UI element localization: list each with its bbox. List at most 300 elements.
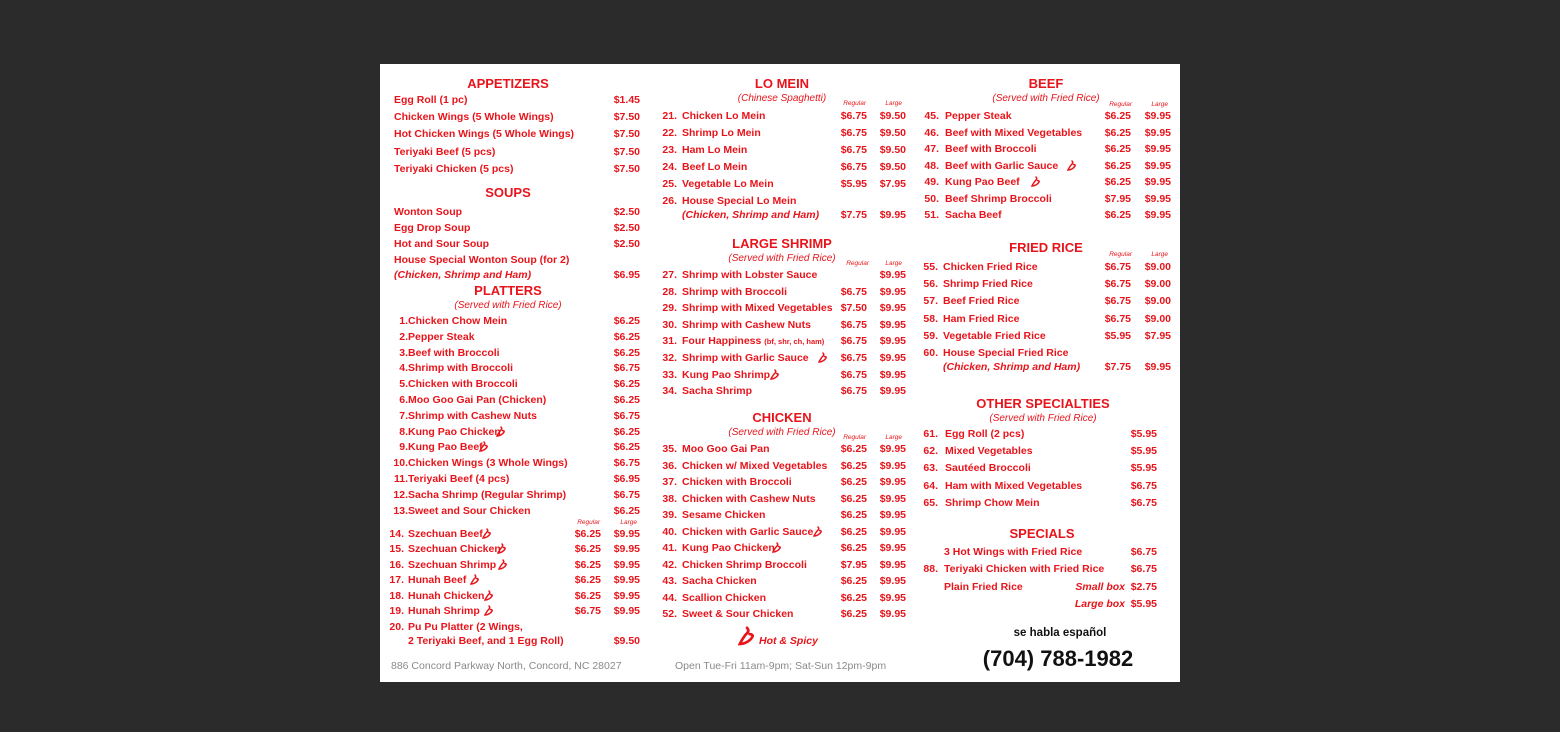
item-number: 13. bbox=[393, 504, 408, 517]
item-price-large: $9.95 bbox=[879, 608, 906, 620]
size-label-regular: Regular bbox=[1109, 101, 1132, 108]
item-price-regular: $6.25 bbox=[840, 591, 867, 604]
item-number: 30. bbox=[662, 318, 677, 331]
appetizer-name: Egg Roll (1 pc) bbox=[394, 94, 468, 106]
item-price-large: $7.95 bbox=[1144, 329, 1171, 342]
chili-pepper-icon bbox=[813, 526, 822, 537]
item-price-large: $9.95 bbox=[1144, 126, 1171, 139]
item-number: 3. bbox=[399, 346, 408, 359]
item-number: 2. bbox=[399, 330, 408, 343]
item-name: Egg Roll (2 pcs) bbox=[945, 428, 1025, 440]
section-title-other-specialties: OTHER SPECIALTIES bbox=[976, 396, 1110, 411]
item-number: 59. bbox=[923, 329, 938, 342]
item-name: Scallion Chicken bbox=[682, 591, 767, 604]
item-price: $6.25 bbox=[613, 315, 640, 327]
soup-note: (Chicken, Shrimp and Ham) bbox=[394, 269, 532, 281]
item-number: 19. bbox=[389, 605, 404, 617]
item-number: 45. bbox=[924, 110, 939, 122]
item-price: $5.95 bbox=[1130, 462, 1157, 475]
item-name: Mixed Vegetables bbox=[945, 445, 1033, 458]
item-price-regular: $6.25 bbox=[574, 528, 601, 540]
item-number: 11. bbox=[393, 473, 408, 485]
item-number: 35. bbox=[662, 443, 677, 455]
item-price-large: $9.95 bbox=[1144, 361, 1171, 373]
size-label-regular: Regular bbox=[577, 519, 600, 526]
item-price-regular: $6.25 bbox=[840, 476, 867, 488]
item-name: Szechuan Beef bbox=[408, 528, 483, 540]
item-price-regular: $6.25 bbox=[1104, 209, 1131, 221]
item-number: 6. bbox=[399, 394, 408, 406]
item-name: Shrimp Lo Mein bbox=[682, 127, 761, 139]
item-name: Beef Lo Mein bbox=[682, 161, 748, 173]
item-price: $6.75 bbox=[1130, 563, 1157, 576]
item-number: 31. bbox=[662, 335, 677, 348]
item-name: Pu Pu Platter (2 Wings, bbox=[408, 621, 523, 633]
size-label-large: Large bbox=[1151, 251, 1168, 258]
item-price-large: $9.95 bbox=[613, 574, 640, 587]
item-price-regular: $6.25 bbox=[1104, 126, 1131, 139]
item-name: Sacha Beef bbox=[945, 209, 1002, 221]
item-number: 17. bbox=[389, 574, 404, 587]
item-price: $6.75 bbox=[613, 409, 640, 422]
item-price-large: $9.95 bbox=[879, 558, 906, 571]
item-price-large: $9.50 bbox=[879, 144, 906, 156]
chili-pepper-icon bbox=[1067, 160, 1076, 171]
soup-name: Hot and Sour Soup bbox=[394, 238, 490, 250]
item-price: $6.25 bbox=[613, 504, 640, 517]
item-number: 60. bbox=[923, 347, 938, 359]
item-note: (bf, shr, ch, ham) bbox=[764, 337, 825, 347]
item-name: 3 Hot Wings with Fried Rice bbox=[944, 546, 1083, 558]
item-name: Chicken Shrimp Broccoli bbox=[682, 558, 807, 571]
item-name: Shrimp with Lobster Sauce bbox=[682, 269, 818, 281]
item-price-large: $9.95 bbox=[1144, 143, 1171, 155]
item-price-large: $9.95 bbox=[1144, 159, 1171, 172]
item-number: 20. bbox=[389, 621, 404, 633]
item-price: $6.75 bbox=[1130, 546, 1157, 558]
item-price: $6.25 bbox=[613, 346, 640, 359]
item-price: $6.25 bbox=[613, 425, 640, 438]
item-name: Shrimp with Mixed Vegetables bbox=[682, 302, 833, 315]
item-price-large: $9.95 bbox=[879, 509, 906, 521]
soup-name: Egg Drop Soup bbox=[394, 222, 471, 234]
item-number: 51. bbox=[924, 209, 939, 221]
item-name: Sweet and Sour Chicken bbox=[408, 504, 531, 517]
item-price-regular: $6.25 bbox=[840, 542, 867, 554]
item-price-large: $9.95 bbox=[879, 492, 906, 505]
item-price: $5.95 bbox=[1130, 445, 1157, 458]
item-number: 15. bbox=[389, 543, 404, 556]
item-name: Beef Fried Rice bbox=[943, 295, 1020, 308]
item-number: 49. bbox=[924, 176, 939, 188]
appetizer-price: $7.50 bbox=[613, 162, 640, 175]
spanish-note: se habla español bbox=[1013, 627, 1107, 639]
item-price-regular: $6.75 bbox=[840, 144, 867, 156]
item-price-regular: $6.75 bbox=[574, 605, 601, 617]
item-price-regular: $7.95 bbox=[840, 558, 867, 571]
item-number: 64. bbox=[923, 479, 938, 492]
item-name: Plain Fried Rice bbox=[944, 581, 1023, 593]
item-name: Kung Pao Chicken bbox=[408, 425, 501, 438]
item-price-large: $7.95 bbox=[879, 178, 906, 190]
item-price-regular: $6.25 bbox=[1104, 110, 1131, 122]
item-price-large: $9.95 bbox=[879, 542, 906, 554]
item-name: Ham Fried Rice bbox=[943, 312, 1020, 325]
appetizer-name: Hot Chicken Wings (5 Whole Wings) bbox=[394, 128, 575, 141]
item-name: Beef with Mixed Vegetables bbox=[945, 126, 1083, 139]
item-number: 21. bbox=[662, 110, 677, 122]
item-number: 44. bbox=[662, 591, 677, 604]
item-name: Beef with Garlic Sauce bbox=[945, 159, 1059, 172]
item-price-large: $9.95 bbox=[879, 368, 906, 381]
section-subtitle: (Served with Fried Rice) bbox=[992, 93, 1100, 104]
appetizer-price: $7.50 bbox=[613, 128, 640, 141]
item-number: 27. bbox=[662, 269, 677, 281]
item-name: Teriyaki Chicken with Fried Rice bbox=[944, 563, 1105, 576]
item-name: Shrimp with Garlic Sauce bbox=[682, 352, 809, 364]
item-price: $6.95 bbox=[613, 473, 640, 485]
item-price-regular: $5.95 bbox=[1104, 329, 1131, 342]
item-number: 9. bbox=[399, 441, 408, 454]
chili-pepper-icon bbox=[498, 559, 507, 570]
chili-pepper-icon bbox=[497, 543, 506, 554]
item-price: $6.75 bbox=[613, 457, 640, 470]
footer-address: 886 Concord Parkway North, Concord, NC 28027 bbox=[391, 660, 622, 672]
section-subtitle: (Served with Fried Rice) bbox=[989, 413, 1097, 424]
legend-label: Hot & Spicy bbox=[759, 635, 818, 647]
item-name: Shrimp with Cashew Nuts bbox=[408, 409, 537, 422]
item-name: Sacha Shrimp (Regular Shrimp) bbox=[408, 488, 567, 501]
item-number: 36. bbox=[662, 459, 677, 472]
section-subtitle: (Served with Fried Rice) bbox=[454, 300, 562, 311]
item-price-large: $9.95 bbox=[879, 285, 906, 298]
item-name: Chicken Fried Rice bbox=[943, 261, 1038, 273]
size-large-price: $5.95 bbox=[1130, 598, 1157, 610]
item-number: 63. bbox=[923, 462, 938, 475]
item-number: 1. bbox=[399, 315, 408, 327]
item-name: Sacha Chicken bbox=[682, 575, 757, 587]
item-price-large: $9.95 bbox=[1144, 110, 1171, 122]
item-price-regular: $6.25 bbox=[840, 525, 867, 538]
item-price-regular: $6.75 bbox=[840, 285, 867, 298]
soup-name: House Special Wonton Soup (for 2) bbox=[394, 254, 570, 266]
item-number: 37. bbox=[662, 476, 677, 488]
section-subtitle: (Served with Fried Rice) bbox=[728, 253, 836, 264]
item-price: $6.75 bbox=[613, 488, 640, 501]
item-price-regular: $7.75 bbox=[840, 209, 867, 221]
item-number: 61. bbox=[923, 428, 938, 440]
item-name: Chicken with Cashew Nuts bbox=[682, 492, 816, 505]
item-price-regular: $7.95 bbox=[1104, 192, 1131, 205]
item-number: 48. bbox=[924, 159, 939, 172]
item-number: 8. bbox=[399, 425, 408, 438]
item-name: Chicken with Broccoli bbox=[682, 476, 792, 488]
item-note: (Chicken, Shrimp and Ham) bbox=[943, 361, 1081, 373]
item-name: Szechuan Shrimp bbox=[408, 558, 497, 571]
item-number: 32. bbox=[662, 352, 677, 364]
item-price-regular: $5.95 bbox=[840, 178, 867, 190]
appetizer-price: $1.45 bbox=[613, 94, 640, 106]
item-price-large: $9.95 bbox=[879, 269, 906, 281]
item-number: 4. bbox=[399, 362, 408, 375]
item-name: Sacha Shrimp bbox=[682, 385, 753, 398]
item-number: 14. bbox=[389, 528, 404, 540]
item-number: 12. bbox=[393, 488, 408, 501]
item-number: 23. bbox=[662, 144, 677, 156]
item-number: 24. bbox=[662, 161, 677, 173]
soup-price: $6.95 bbox=[613, 269, 640, 281]
item-price-large: $9.95 bbox=[879, 476, 906, 488]
item-number: 65. bbox=[923, 496, 938, 509]
section-title-fried-rice: FRIED RICE bbox=[1009, 240, 1083, 255]
item-price-regular: $6.75 bbox=[840, 352, 867, 364]
item-price-large: $9.95 bbox=[879, 525, 906, 538]
item-price-regular: $6.25 bbox=[840, 459, 867, 472]
item-price-large: $9.95 bbox=[879, 335, 906, 348]
size-label-large: Large bbox=[885, 260, 902, 267]
chili-pepper-icon bbox=[484, 590, 493, 601]
item-name: Vegetable Lo Mein bbox=[682, 178, 774, 190]
size-label-regular: Regular bbox=[1109, 251, 1132, 258]
item-price-large: $9.95 bbox=[879, 459, 906, 472]
item-price-regular: $6.25 bbox=[1104, 143, 1131, 155]
item-price-regular: $6.75 bbox=[1104, 312, 1131, 325]
chili-pepper-icon bbox=[482, 528, 491, 539]
item-number: 39. bbox=[662, 509, 677, 521]
item-name: Szechuan Chicken bbox=[408, 543, 501, 556]
item-number: 62. bbox=[923, 445, 938, 458]
item-number: 26. bbox=[662, 195, 677, 207]
section-subtitle: (Chinese Spaghetti) bbox=[737, 93, 827, 104]
item-price-large: $9.95 bbox=[613, 558, 640, 571]
item-price-large: $9.00 bbox=[1144, 295, 1171, 308]
item-price-large: $9.95 bbox=[879, 302, 906, 315]
item-price-large: $9.95 bbox=[613, 543, 640, 556]
item-name: Chicken Wings (3 Whole Wings) bbox=[408, 457, 568, 470]
item-number: 46. bbox=[924, 126, 939, 139]
item-price: $6.25 bbox=[613, 378, 640, 391]
item-name: Shrimp with Cashew Nuts bbox=[682, 318, 811, 331]
item-name: Shrimp with Broccoli bbox=[682, 285, 788, 298]
item-price-large: $9.00 bbox=[1144, 278, 1171, 291]
item-price-regular: $6.25 bbox=[840, 575, 867, 587]
item-price-regular: $6.75 bbox=[1104, 278, 1131, 291]
item-name: House Special Lo Mein bbox=[682, 195, 797, 207]
item-number: 88. bbox=[923, 563, 938, 576]
item-price-regular: $6.75 bbox=[840, 110, 867, 122]
section-title-large-shrimp: LARGE SHRIMP bbox=[732, 236, 832, 251]
item-name: Beef Shrimp Broccoli bbox=[945, 192, 1052, 205]
item-number: 58. bbox=[923, 312, 938, 325]
soup-price: $2.50 bbox=[613, 206, 640, 218]
phone-number: (704) 788-1982 bbox=[982, 646, 1134, 671]
item-number: 55. bbox=[923, 261, 938, 273]
item-name: Beef with Broccoli bbox=[945, 143, 1037, 155]
item-number: 57. bbox=[923, 295, 938, 308]
item-name: Pepper Steak bbox=[945, 110, 1012, 122]
size-label-large: Large bbox=[885, 434, 902, 441]
item-price: $9.50 bbox=[613, 635, 640, 647]
item-name: Moo Goo Gai Pan (Chicken) bbox=[408, 394, 547, 406]
item-name: Kung Pao Beef bbox=[945, 176, 1020, 188]
item-price: $5.95 bbox=[1130, 428, 1157, 440]
appetizer-price: $7.50 bbox=[613, 145, 640, 158]
item-number: 40. bbox=[662, 525, 677, 538]
item-name: Chicken Lo Mein bbox=[682, 110, 766, 122]
item-price-regular: $6.25 bbox=[574, 574, 601, 587]
item-price-regular: $6.25 bbox=[1104, 176, 1131, 188]
item-price-large: $9.95 bbox=[879, 575, 906, 587]
item-price: $6.75 bbox=[1130, 496, 1157, 509]
item-price-regular: $6.75 bbox=[840, 161, 867, 173]
item-price-large: $9.50 bbox=[879, 161, 906, 173]
item-price-large: $9.95 bbox=[879, 209, 906, 221]
chili-pepper-icon bbox=[738, 626, 754, 646]
item-price-large: $9.50 bbox=[879, 110, 906, 122]
item-price-large: $9.95 bbox=[613, 589, 640, 602]
item-name: Beef with Broccoli bbox=[408, 346, 500, 359]
size-label-regular: Regular bbox=[843, 100, 866, 107]
item-price-regular: $6.25 bbox=[574, 589, 601, 602]
section-title-lo-mein: LO MEIN bbox=[754, 76, 810, 91]
chili-pepper-icon bbox=[496, 426, 505, 437]
item-number: 41. bbox=[662, 542, 677, 554]
item-price-regular: $6.75 bbox=[840, 335, 867, 348]
item-number: 43. bbox=[662, 575, 677, 587]
item-name: Sautéed Broccoli bbox=[945, 462, 1031, 475]
chili-pepper-icon bbox=[1031, 176, 1040, 187]
item-price-large: $9.95 bbox=[1144, 192, 1171, 205]
item-name: Teriyaki Beef (4 pcs) bbox=[408, 473, 510, 485]
item-name: Chicken with Broccoli bbox=[408, 378, 518, 391]
chili-pepper-icon bbox=[772, 542, 781, 553]
item-price-regular: $6.25 bbox=[1104, 159, 1131, 172]
item-price: $6.75 bbox=[1130, 479, 1157, 492]
item-price-regular: $6.25 bbox=[840, 608, 867, 620]
item-number: 18. bbox=[389, 589, 404, 602]
size-label-large: Large bbox=[885, 100, 902, 107]
item-name: Hunah Beef bbox=[408, 574, 467, 587]
item-price-large: $9.95 bbox=[613, 605, 640, 617]
item-name: Chicken with Garlic Sauce bbox=[682, 525, 814, 538]
soup-price: $2.50 bbox=[613, 238, 640, 250]
item-price: $6.25 bbox=[613, 441, 640, 454]
item-number: 10. bbox=[393, 457, 408, 470]
section-title-platters: PLATTERS bbox=[474, 283, 542, 298]
item-number: 34. bbox=[662, 385, 677, 398]
item-name: Shrimp Fried Rice bbox=[943, 278, 1033, 291]
item-price-regular: $6.75 bbox=[1104, 261, 1131, 273]
item-name: Hunah Chicken bbox=[408, 589, 485, 602]
size-label-regular: Regular bbox=[843, 434, 866, 441]
chili-pepper-icon bbox=[770, 369, 779, 380]
item-price-large: $9.95 bbox=[879, 385, 906, 398]
item-number: 25. bbox=[662, 178, 677, 190]
item-number: 52. bbox=[662, 608, 677, 620]
item-name: Vegetable Fried Rice bbox=[943, 329, 1046, 342]
item-name: Shrimp with Broccoli bbox=[408, 362, 514, 375]
section-title-soups: SOUPS bbox=[485, 185, 531, 200]
item-name: Chicken w/ Mixed Vegetables bbox=[682, 459, 828, 472]
appetizer-name: Chicken Wings (5 Whole Wings) bbox=[394, 111, 554, 124]
item-price-large: $9.00 bbox=[1144, 312, 1171, 325]
appetizer-name: Teriyaki Chicken (5 pcs) bbox=[394, 162, 514, 175]
item-name: Sweet & Sour Chicken bbox=[682, 608, 794, 620]
item-price-regular: $7.50 bbox=[840, 302, 867, 315]
item-price-regular: $6.75 bbox=[840, 385, 867, 398]
section-title-chicken: CHICKEN bbox=[752, 410, 812, 425]
soup-name: Wonton Soup bbox=[394, 206, 463, 218]
item-price: $6.75 bbox=[613, 362, 640, 375]
chili-pepper-icon bbox=[470, 574, 479, 585]
item-name-cont: 2 Teriyaki Beef, and 1 Egg Roll) bbox=[408, 635, 564, 647]
section-title-appetizers: APPETIZERS bbox=[467, 76, 549, 91]
item-number: 42. bbox=[662, 558, 677, 571]
item-number: 50. bbox=[924, 192, 939, 205]
footer-hours: Open Tue-Fri 11am-9pm; Sat-Sun 12pm-9pm bbox=[675, 660, 887, 672]
item-price-large: $9.95 bbox=[613, 528, 640, 540]
item-name: House Special Fried Rice bbox=[943, 347, 1069, 359]
size-label-regular: Regular bbox=[846, 260, 869, 267]
item-note: (Chicken, Shrimp and Ham) bbox=[682, 209, 820, 221]
item-name: Chicken Chow Mein bbox=[408, 315, 508, 327]
item-name: Kung Pao Shrimp bbox=[682, 368, 771, 381]
item-price-regular: $7.75 bbox=[1104, 361, 1131, 373]
item-price-regular: $6.25 bbox=[574, 558, 601, 571]
item-price: $6.25 bbox=[613, 394, 640, 406]
item-number: 56. bbox=[923, 278, 938, 291]
item-price-regular: $6.75 bbox=[840, 127, 867, 139]
item-price-regular: $6.75 bbox=[840, 318, 867, 331]
item-price-large: $9.95 bbox=[1144, 209, 1171, 221]
item-name: Kung Pao Chicken bbox=[682, 542, 775, 554]
section-subtitle: (Served with Fried Rice) bbox=[728, 427, 836, 438]
item-price-regular: $6.75 bbox=[840, 368, 867, 381]
appetizer-name: Teriyaki Beef (5 pcs) bbox=[394, 145, 496, 158]
size-large-label: Large box bbox=[1074, 598, 1125, 610]
item-name: Pepper Steak bbox=[408, 330, 475, 343]
item-price-large: $9.95 bbox=[879, 443, 906, 455]
item-number: 29. bbox=[662, 302, 677, 315]
chili-pepper-icon bbox=[484, 605, 493, 616]
item-number: 38. bbox=[662, 492, 677, 505]
item-number: 5. bbox=[399, 378, 408, 391]
item-number: 33. bbox=[662, 368, 677, 381]
item-name: Shrimp Chow Mein bbox=[945, 496, 1040, 509]
size-label-large: Large bbox=[620, 519, 637, 526]
item-price-regular: $6.25 bbox=[840, 443, 867, 455]
item-number: 7. bbox=[399, 409, 408, 422]
menu-page bbox=[380, 64, 1180, 682]
item-name: Ham with Mixed Vegetables bbox=[945, 479, 1083, 492]
item-price-regular: $6.75 bbox=[1104, 295, 1131, 308]
item-number: 22. bbox=[662, 127, 677, 139]
item-price-large: $9.95 bbox=[1144, 176, 1171, 188]
item-price-large: $9.95 bbox=[879, 352, 906, 364]
item-name: Ham Lo Mein bbox=[682, 144, 748, 156]
item-price-regular: $6.25 bbox=[840, 509, 867, 521]
item-name: Moo Goo Gai Pan bbox=[682, 443, 770, 455]
size-small-label: Small box bbox=[1075, 581, 1125, 593]
chili-pepper-icon bbox=[479, 441, 488, 452]
item-price-regular: $6.25 bbox=[840, 492, 867, 505]
section-title-specials: SPECIALS bbox=[1009, 526, 1075, 541]
item-name: Kung Pao Beef bbox=[408, 441, 483, 454]
size-small-price: $2.75 bbox=[1130, 581, 1157, 593]
item-price-large: $9.00 bbox=[1144, 261, 1171, 273]
item-name: Four Happiness (bf, shr, ch, ham) bbox=[682, 335, 825, 348]
item-name: Sesame Chicken bbox=[682, 509, 766, 521]
